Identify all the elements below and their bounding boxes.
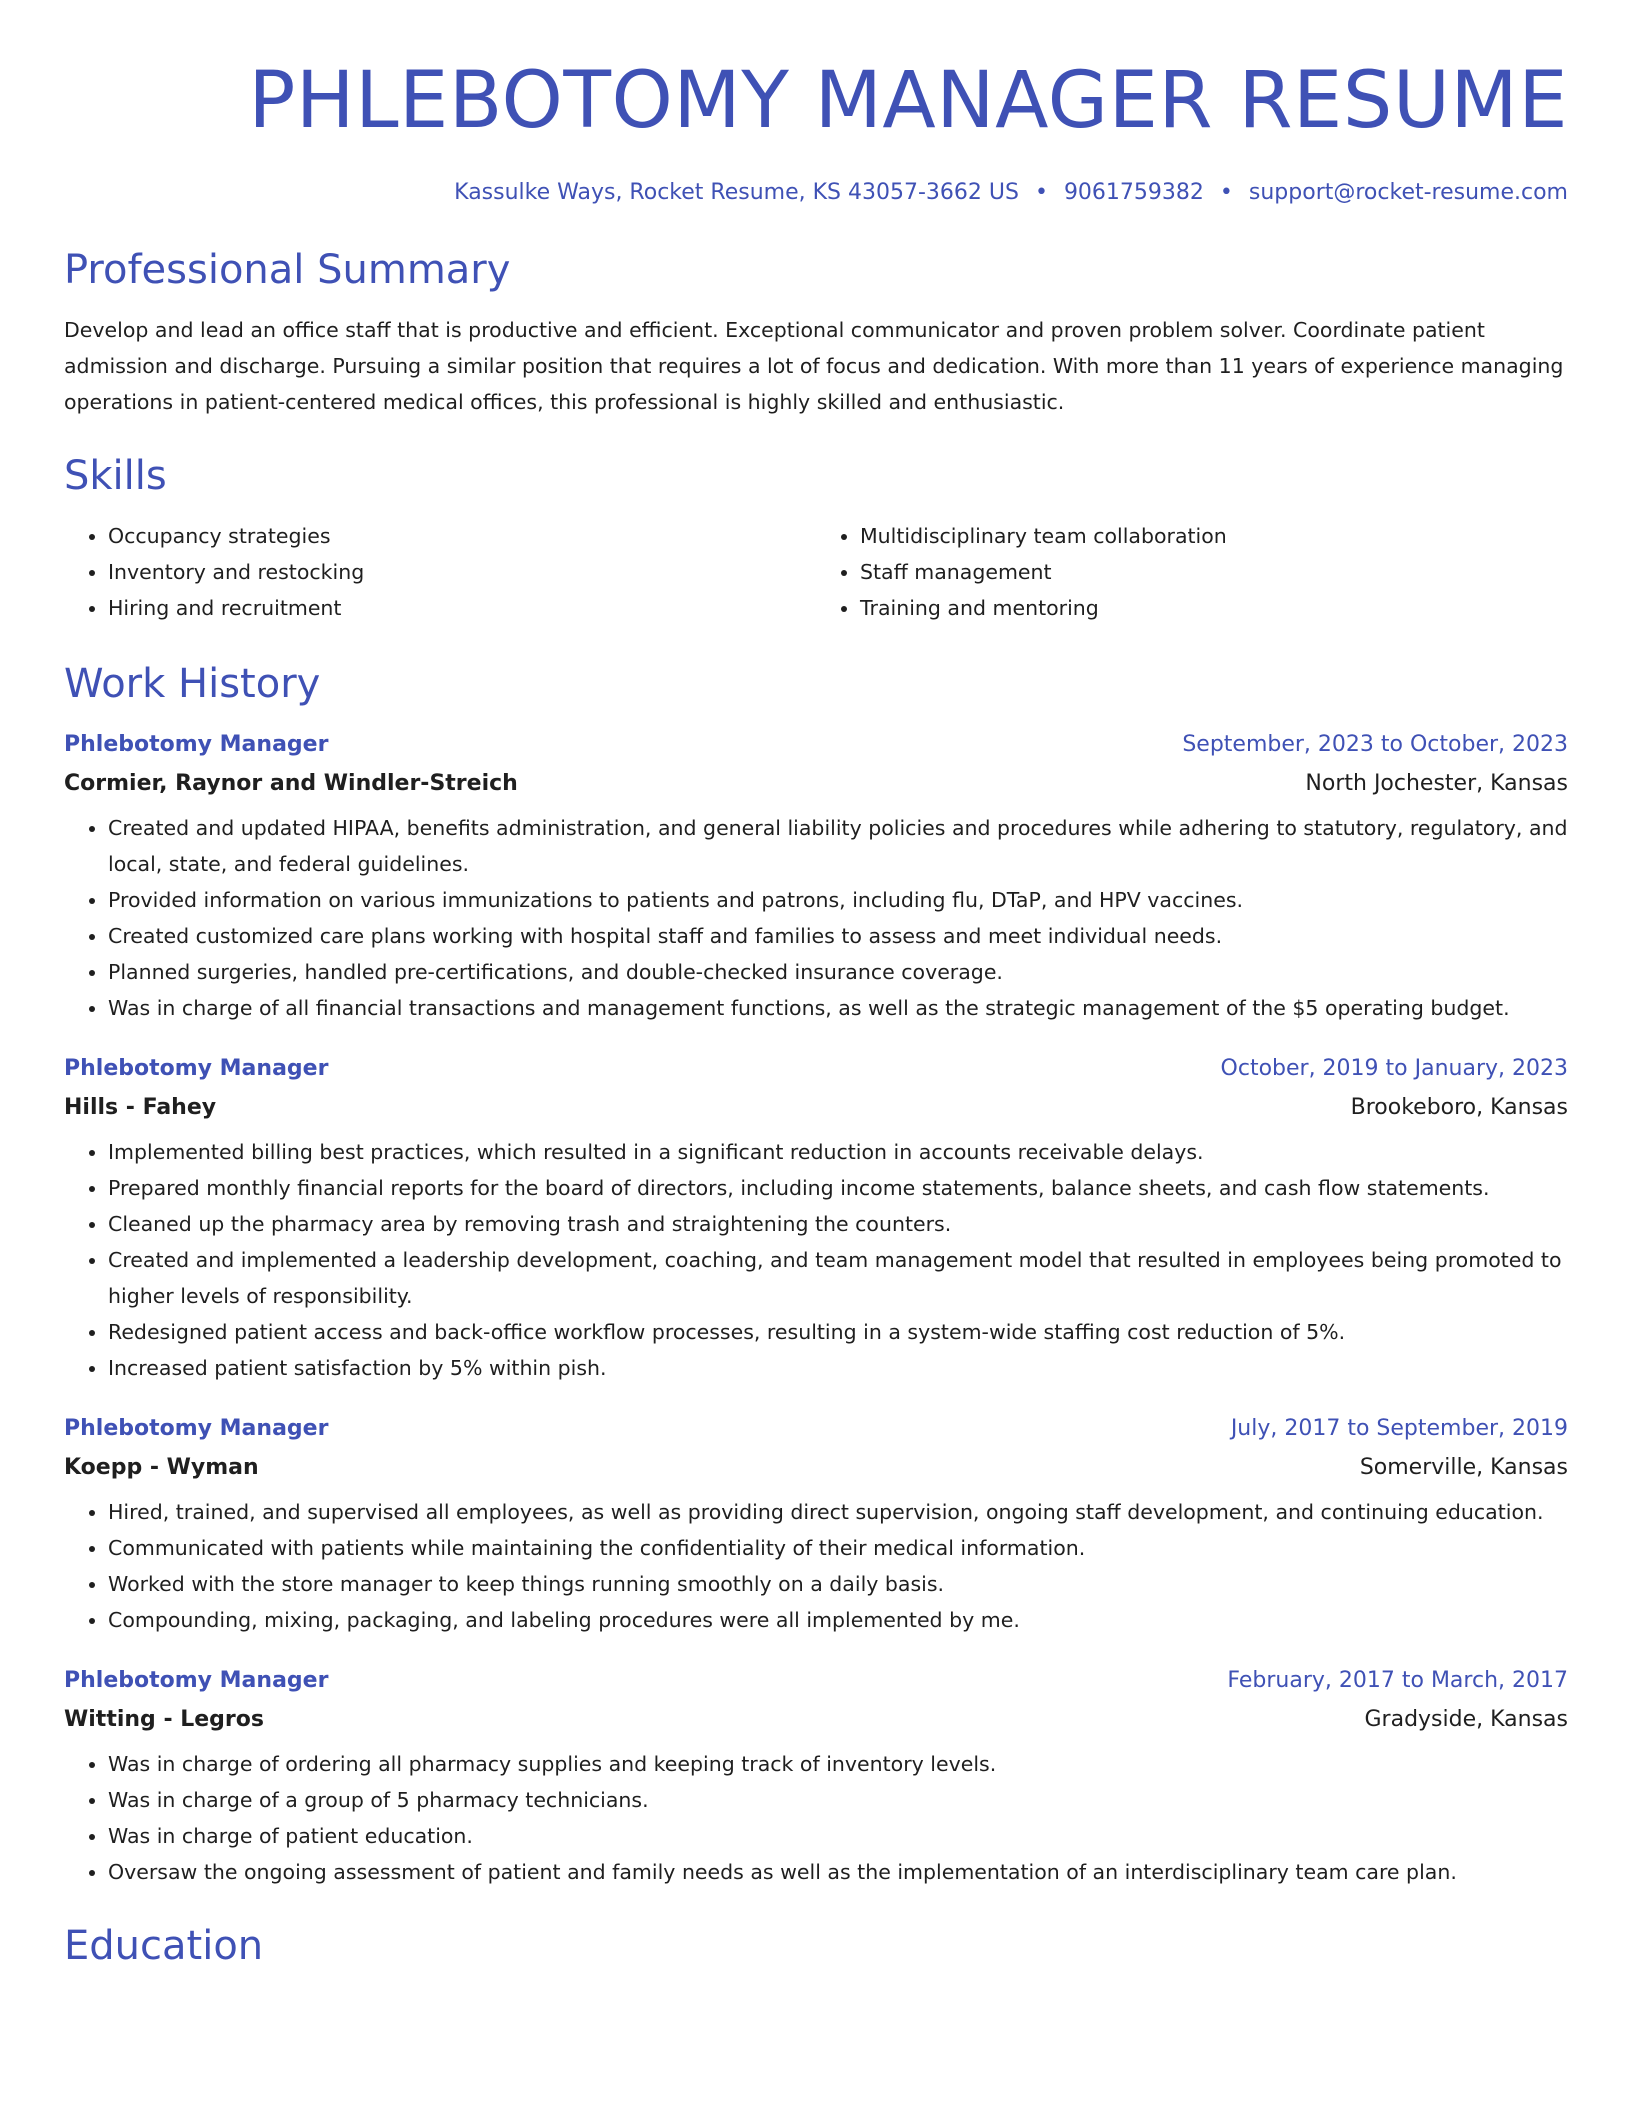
contact-separator: •: [1034, 180, 1048, 205]
job-bullet: • Oversaw the ongoing assessment of patient and family needs as well as the implementation of an interdisciplinary team care plan.: [108, 1854, 1568, 1890]
job-title: Phlebotomy Manager: [64, 1416, 329, 1441]
skill-item: • Training and mentoring: [860, 590, 1568, 626]
contact-address: Kassulke Ways, Rocket Resume, KS 43057-3662 US: [454, 180, 1019, 205]
contact-separator: •: [1219, 180, 1233, 205]
skill-item: • Staff management: [860, 554, 1568, 590]
job-company: Hills - Fahey: [64, 1095, 217, 1120]
job-title: Phlebotomy Manager: [64, 1668, 329, 1693]
job-bullet: • Provided information on various immunizations to patients and patrons, including flu, DTaP, and HPV vaccines.: [108, 882, 1568, 918]
job-bullet: • Created and implemented a leadership development, coaching, and team management model that resulted in employees being promoted to higher levels of responsibility.: [108, 1242, 1568, 1314]
job-bullet: • Created and updated HIPAA, benefits administration, and general liability policies and procedures while adhering to statutory, regulatory, and local, state, and federal guidelines.: [108, 810, 1568, 882]
job-bullet: • Cleaned up the pharmacy area by removing trash and straightening the counters.: [108, 1206, 1568, 1242]
job-entry: [64, 1416, 1568, 1638]
job-bullet: • Communicated with patients while maintaining the confidentiality of their medical information.: [108, 1530, 1568, 1566]
job-location: Somerville, Kansas: [1359, 1455, 1568, 1480]
job-bullet: • Was in charge of patient education.: [108, 1818, 1568, 1854]
job-header: [64, 1416, 1568, 1441]
job-bullet: • Was in charge of all financial transactions and management functions, as well as the strategic management of the $5 operating budget.: [108, 990, 1568, 1026]
job-bullet: • Implemented billing best practices, which resulted in a significant reduction in accounts receivable delays.: [108, 1134, 1568, 1170]
skills-column-left: [64, 518, 816, 626]
job-entry: [64, 1056, 1568, 1386]
summary-heading: Professional Summary: [64, 247, 511, 293]
job-location: Gradyside, Kansas: [1364, 1707, 1568, 1732]
job-company: Cormier, Raynor and Windler-Streich: [64, 771, 518, 796]
job-bullet: • Prepared monthly financial reports for the board of directors, including income statements, balance sheets, and cash flow statements.: [108, 1170, 1568, 1206]
job-employer-row: [64, 1707, 1568, 1732]
summary-text: Develop and lead an office staff that is productive and efficient. Exceptional communicator and proven problem solver. Coordinate patient admission and discharge. Pursuing a similar position that requires a lot of focus and dedication. With more than 11 years of experience managing operations in patient-centered medical offices, this professional is highly skilled and enthusiastic.: [64, 318, 1564, 414]
job-bullet: • Planned surgeries, handled pre-certifications, and double-checked insurance coverage.: [108, 954, 1568, 990]
job-entry: [64, 732, 1568, 1026]
resume-title: PHLEBOTOMY MANAGER RESUME: [248, 56, 1568, 146]
job-bullet: • Increased patient satisfaction by 5% within pish.: [108, 1350, 1568, 1386]
education-heading: Education: [64, 1923, 264, 1969]
job-bullet: • Created customized care plans working with hospital staff and families to assess and meet individual needs.: [108, 918, 1568, 954]
job-bullets: [64, 1134, 1568, 1386]
job-bullet: • Hired, trained, and supervised all employees, as well as providing direct supervision, ongoing staff development, and continuing education.: [108, 1494, 1568, 1530]
job-bullets: [64, 1494, 1568, 1638]
skill-item: • Occupancy strategies: [108, 518, 816, 554]
contact-line: [64, 182, 1568, 204]
skills-column-right: [816, 518, 1568, 626]
skills-heading: Skills: [64, 453, 167, 499]
job-bullets: [64, 810, 1568, 1026]
job-header: [64, 1668, 1568, 1693]
job-bullet: • Was in charge of ordering all pharmacy supplies and keeping track of inventory levels.: [108, 1746, 1568, 1782]
job-location: Brookeboro, Kansas: [1350, 1095, 1568, 1120]
job-title: Phlebotomy Manager: [64, 1056, 329, 1081]
skill-item: • Hiring and recruitment: [108, 590, 816, 626]
job-bullets: [64, 1746, 1568, 1890]
work-history-heading: Work History: [64, 661, 321, 707]
job-dates: September, 2023 to October, 2023: [1182, 732, 1568, 757]
job-header: [64, 732, 1568, 757]
job-entry: [64, 1668, 1568, 1890]
skill-item: • Inventory and restocking: [108, 554, 816, 590]
job-location: North Jochester, Kansas: [1305, 771, 1568, 796]
skills-list: [64, 518, 1568, 626]
job-dates: February, 2017 to March, 2017: [1227, 1668, 1568, 1693]
job-bullet: • Compounding, mixing, packaging, and labeling procedures were all implemented by me.: [108, 1602, 1568, 1638]
job-employer-row: [64, 1095, 1568, 1120]
job-title: Phlebotomy Manager: [64, 732, 329, 757]
job-bullet: • Was in charge of a group of 5 pharmacy technicians.: [108, 1782, 1568, 1818]
job-dates: October, 2019 to January, 2023: [1220, 1056, 1568, 1081]
job-dates: July, 2017 to September, 2019: [1230, 1416, 1568, 1441]
contact-phone: 9061759382: [1063, 180, 1204, 205]
job-company: Koepp - Wyman: [64, 1455, 259, 1480]
job-company: Witting - Legros: [64, 1707, 264, 1732]
job-employer-row: [64, 1455, 1568, 1480]
job-employer-row: [64, 771, 1568, 796]
contact-email: support@rocket-resume.com: [1248, 180, 1568, 205]
job-header: [64, 1056, 1568, 1081]
skill-item: • Multidisciplinary team collaboration: [860, 518, 1568, 554]
job-bullet: • Redesigned patient access and back-office workflow processes, resulting in a system-wide staffing cost reduction of 5%.: [108, 1314, 1568, 1350]
job-bullet: • Worked with the store manager to keep things running smoothly on a daily basis.: [108, 1566, 1568, 1602]
